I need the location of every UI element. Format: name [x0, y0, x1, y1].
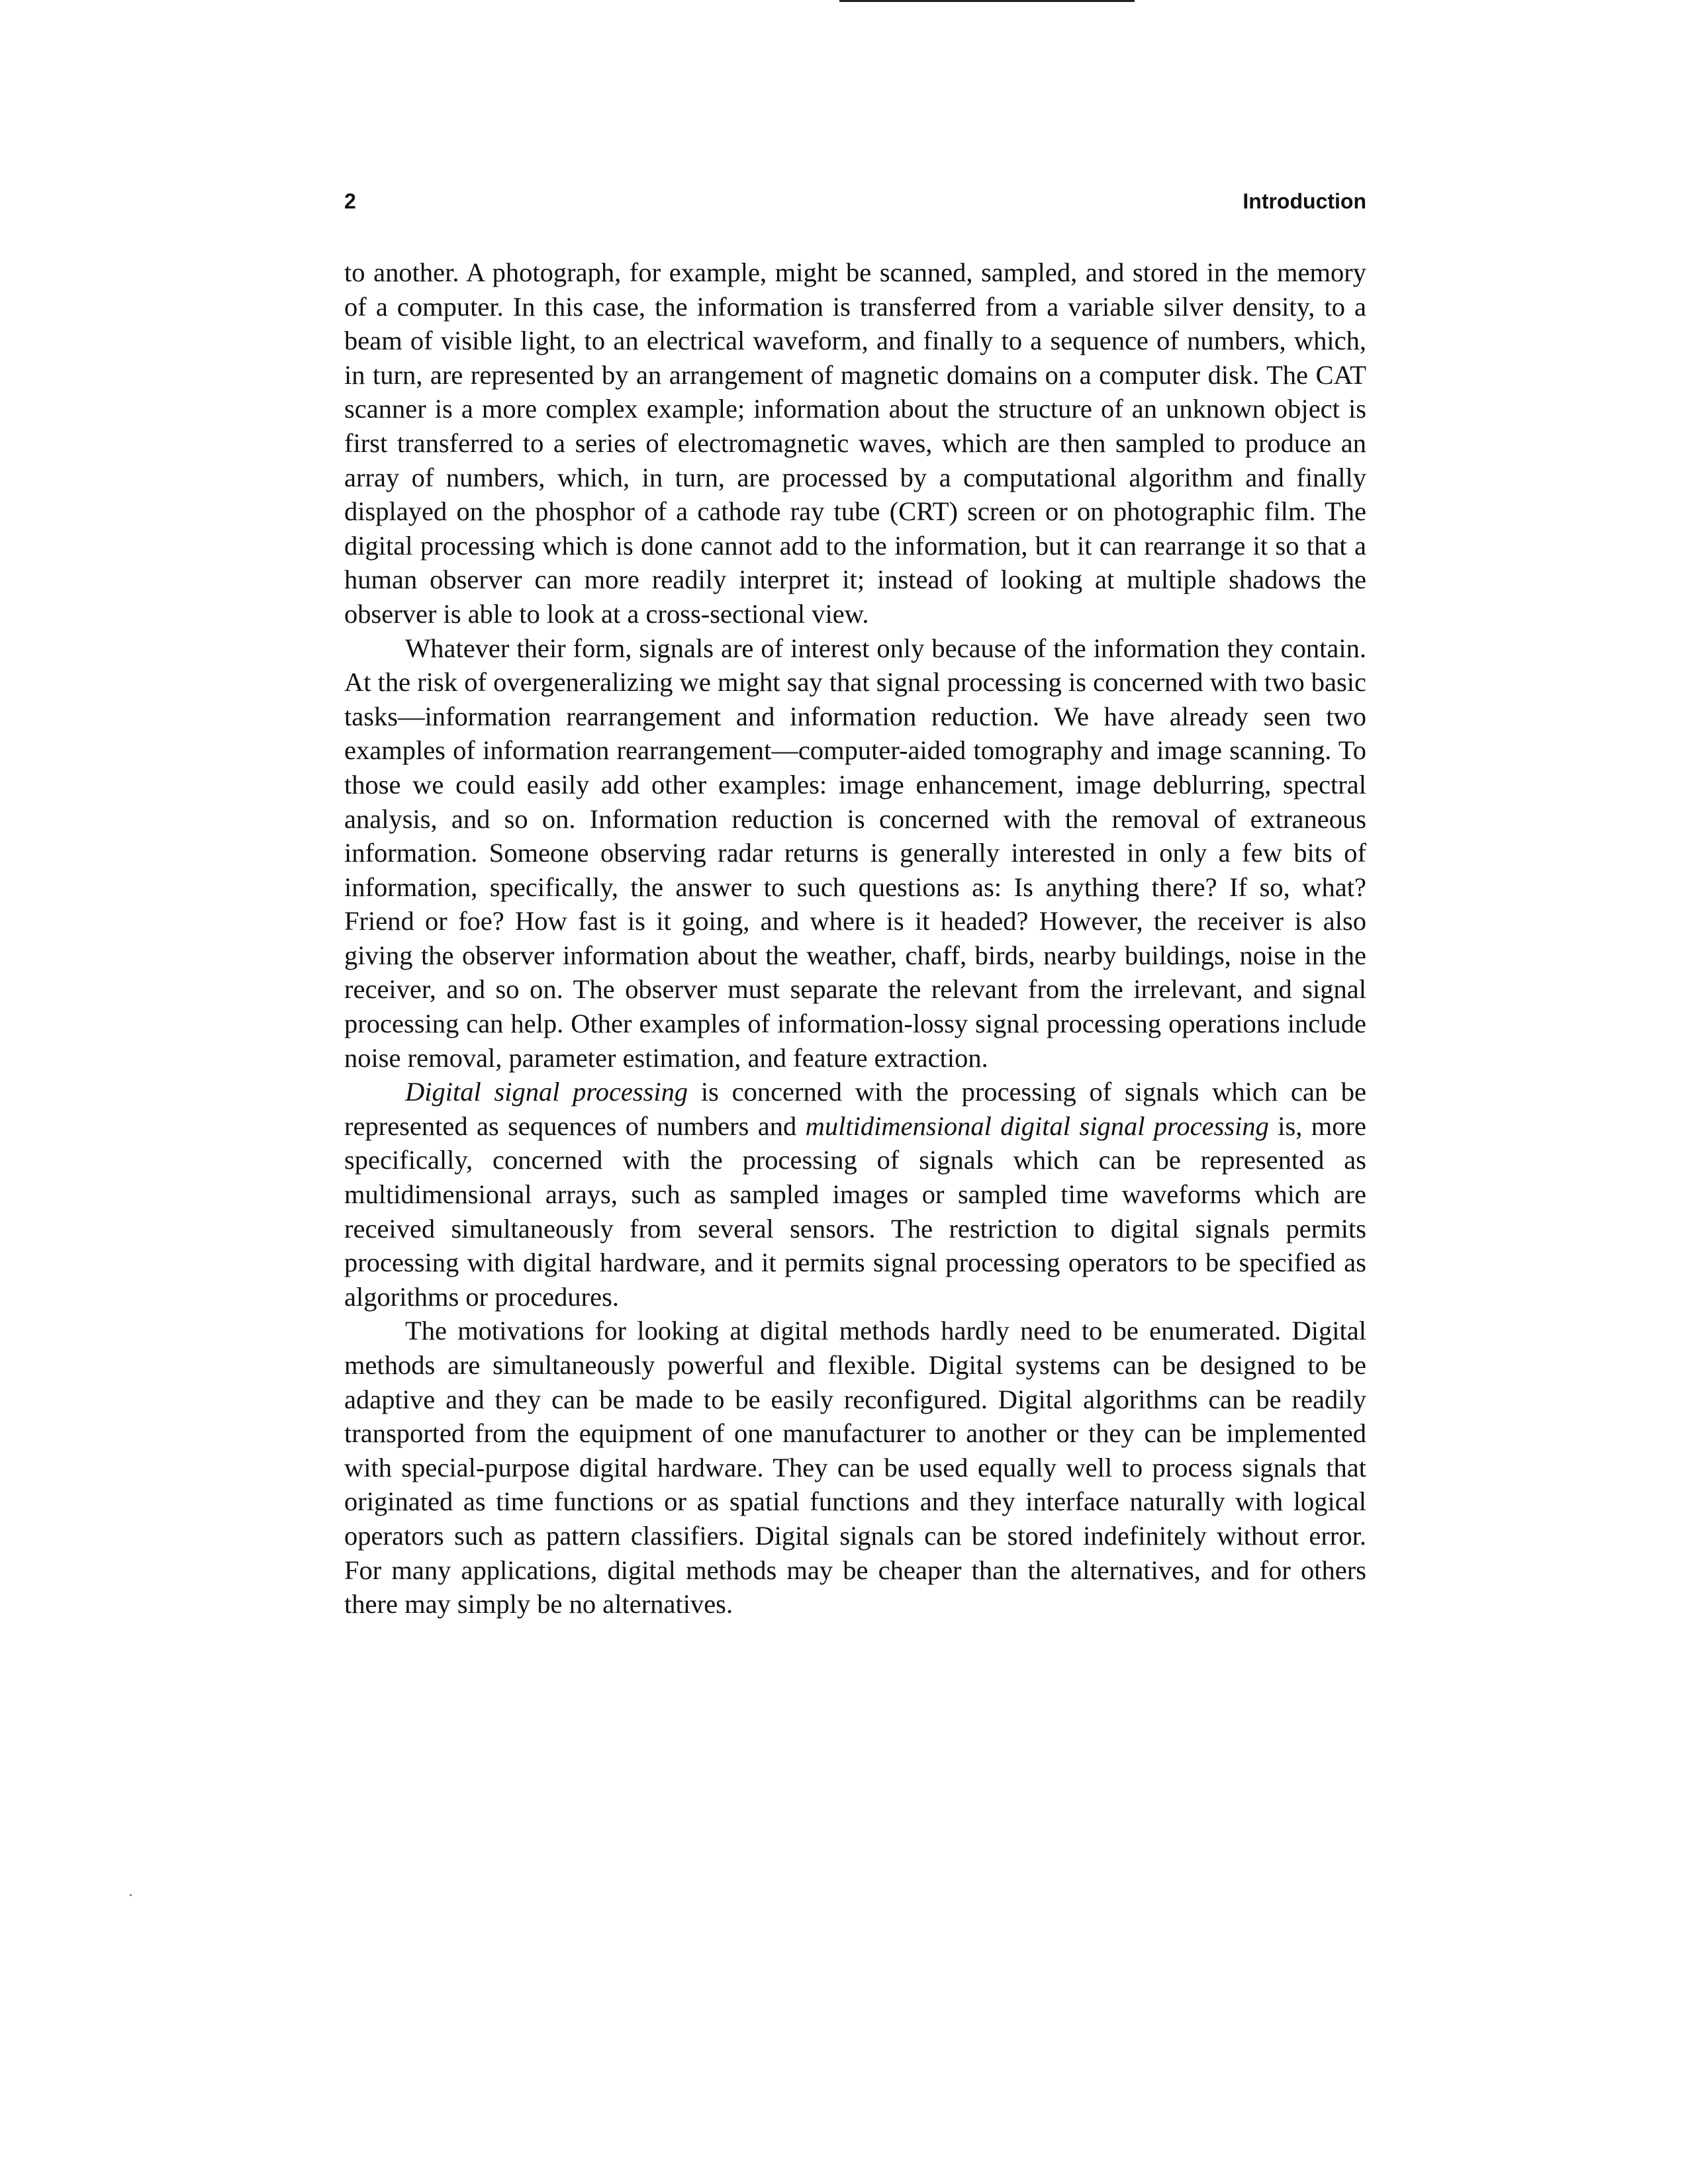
paragraph-signal-processing-tasks [344, 631, 1366, 1075]
term-multidimensional-dsp: multidimensional digital signal processing [805, 1111, 1269, 1141]
paragraph-1-text: to another. A photograph, for example, might be scanned, sampled, and stored in the memory of a computer. In this case, the information is transferred from a variable silver density, to a beam of visible light, to an electrical waveform, and finally to a sequence of numbers, which, in turn, are represented by an arrangement of magnetic domains on a computer disk. The CAT scanner is a more complex example; information about the structure of an unknown object is first transferred to a series of electromagnetic waves, which are then sampled to produce an array of numbers, which, in turn, are processed by a computational algorithm and finally displayed on the phosphor of a cathode ray tube (CRT) screen or on photographic film. The digital processing which is done cannot add to the information, but it can rearrange it so that a human observer can more readily interpret it; instead of looking at multiple shadows the observer is able to look at a cross-sectional view. [344, 257, 1366, 629]
paragraph-digital-signal-processing [344, 1075, 1366, 1314]
running-head: Introduction [1243, 189, 1366, 213]
term-digital-signal-processing: Digital signal processing [405, 1077, 688, 1107]
paragraph-2-text: Whatever their form, signals are of interest only because of the information they contain. At the risk of overgeneralizing we might say that signal processing is concerned with two basic tasks—information rearrangement and information reduction. We have already seen two examples of information rearrangement—computer-aided tomography and image scanning. To those we could easily add other examples: image enhancement, image deblurring, spectral analysis, and so on. Information reduction is concerned with the removal of extraneous information. Someone observing radar returns is generally interested in only a few bits of information, specifically, the answer to such questions as: Is anything there? If so, what? Friend or foe? How fast is it going, and where is it headed? However, the receiver is also giving the observer information about the weather, chaff, birds, nearby buildings, noise in the receiver, and so on. The observer must separate the relevant from the irrelevant, and signal processing can help. Other examples of information-lossy signal processing operations include noise removal, parameter estimation, and feature extraction. [344, 633, 1366, 1073]
paragraph-continuation [344, 255, 1366, 631]
paragraph-motivations [344, 1314, 1366, 1621]
stray-mark [130, 1894, 132, 1896]
paragraph-4-text: The motivations for looking at digital methods hardly need to be enumerated. Digital methods are simultaneously powerful and flexible. Digital systems can be designed to be adaptive and they can be made to be easily reconfigured. Digital algorithms can be readily transported from the equipment of one manufacturer to another or they can be implemented with special-purpose digital hardware. They can be used equally well to process signals that originated as time functions or as spatial functions and they interface naturally with logical operators such as pattern classifiers. Digital signals can be stored indefinitely without error. For many applications, digital methods may be cheaper than the alternatives, and for others there may simply be no alternatives. [344, 1316, 1366, 1619]
page-number: 2 [344, 189, 356, 213]
paragraph-3-text-b: is, more specifically, concerned with the processing of signals which can be represented as multidimensional arrays, such as sampled images or sampled time waveforms which are received simultaneously from several sensors. The restriction to digital signals permits processing with digital hardware, and it permits signal processing operators to be specified as algorithms or procedures. [344, 1111, 1366, 1312]
paragraph-3-text-a: is concerned with the processing of signals which can be represented as sequences of numbers and [344, 1077, 1366, 1141]
top-rule [839, 0, 1135, 2]
body-text [344, 255, 1366, 1621]
page-header [344, 189, 1366, 222]
